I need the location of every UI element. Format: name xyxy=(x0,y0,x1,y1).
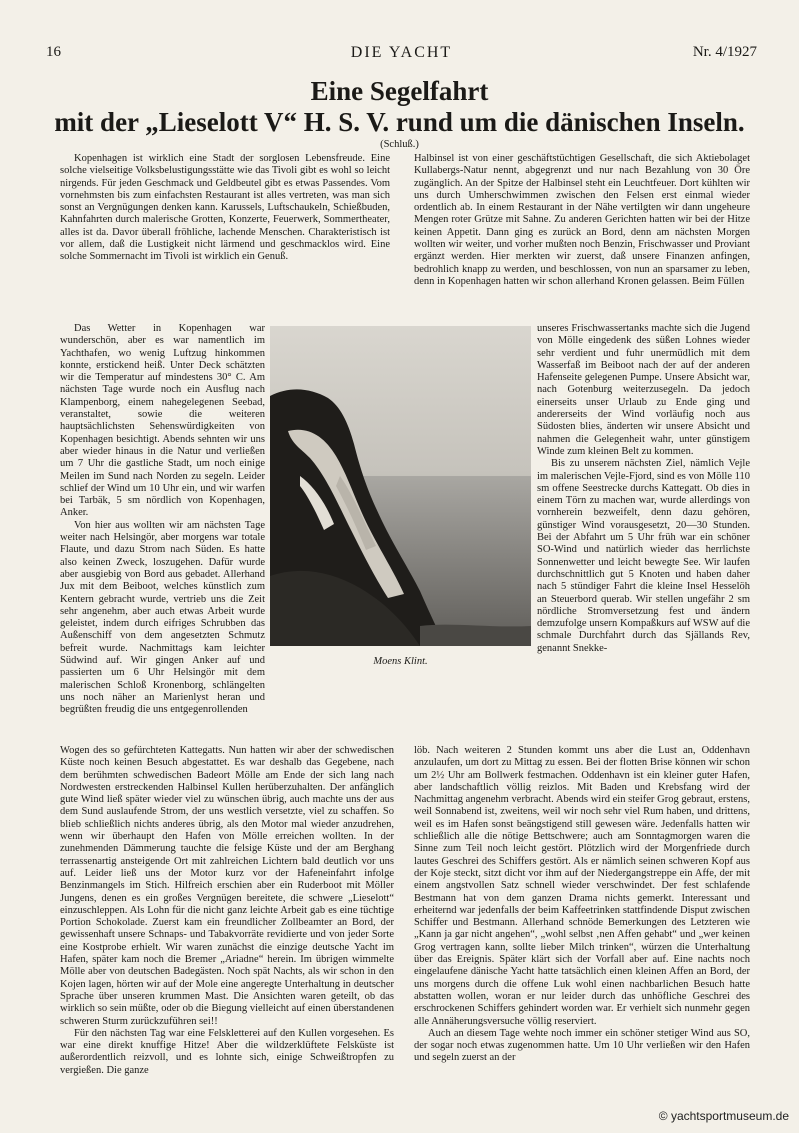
paragraph: Bis zu unserem nächsten Ziel, nämlich Vejle im malerischen Vejle-Fjord, sind es von Mölle 110 sm offene Seestrecke durchs Kattegatt. Ob dies in einem Törn zu machen war, wurde allerdings von vornherein bezweifelt, denn dazu gehören, günstiger Wind vorausgesetzt, 20—30 Stunden. Bei der Abfahrt um 5 Uhr früh war ein schöner SO-Wind und natürlich wieder das herrlichste Sonnenwetter und leicht bewegte See. Wir laufen durchschnittlich gut 5 Knoten und haben daher nach 5 stündiger Fahrt die kleine Insel Hesselöh an Steuerbord querab. Wir stellen ungefähr 2 sm nördliche Stromversetzung fest und ändern demzufolge unsern Kompaßkurs auf WSW auf die schmale Durchfahrt durch das Själlands Rev, genannt Snekke- xyxy=(537,458,750,654)
issue-number: Nr. 4/1927 xyxy=(692,44,757,60)
paragraph: Wogen des so gefürchteten Kattegatts. Nun hatten wir aber der schwedischen Küste noch keinen Besuch abgestattet. Es war deshalb das Gegebene, nach dem berühmten schwedischen Badeort Mölle am Ende der sich lang nach Nordwesten erstreckenden Halbinsel Kullen herüberzuhalten. Der anfänglich gute Wind ließ später wieder viel zu wünschen übrig, auch machte uns der aus dem Sund auslaufende Strom, der uns westlich versetzte, viel zu schaffen. So blieb schließlich nichts anderes übrig, als den Motor mal wieder anzudrehen, wenn wir überhaupt den Hafen von Mölle erreichen wollten. In der zunehmenden Dämmerung tauchte die felsige Küste und der am Berghang terrassenartig ansteigende Ort mit zahlreichen Lichtern bald deutlich vor uns auf. Leider ließ uns der Motor kurz vor der Hafeneinfahrt infolge Benzinmangels im Stich. Hilfreich erschien aber ein Ruderboot mit Möller Jungens, denen es ein großes Vergnügen bereitete, die schwere „Lieselott“ einzuschleppen. Als Lohn für die nicht ganz leichte Arbeit gab es eine tüchtige Portion Schokolade. Zuerst kam ein freundlicher Zollbeamter an Bord, der gewissenhaft unsere Schnaps- und Tabakvorräte revidierte und von jeder Sorte eine Kostprobe erhielt. Wir waren zunächst die einzige deutsche Yacht im Hafen, später kam noch die Bremer „Ariadne“ herein. Im übrigen wimmelte Mölle aber von deutschen Badegästen. Noch spät Nachts, als wir schon in den Kojen lagen, hörten wir auf der Mole eine angeregte Unterhaltung in deutscher Sprache über unseren krummen Mast. Die Ansichten waren geteilt, ob das wirklich so sein müßte, oder ob die Biegung vielleicht auf einen überstandenen schweren Sturm zurückzuführen sei!! xyxy=(60,745,394,1027)
photo-caption: Moens Klint. xyxy=(373,656,428,667)
paragraph: unseres Frischwassertanks machte sich die Jugend von Mölle eingedenk des süßen Lohnes wieder sehr verdient und fuhr unermüdlich mit dem Wasserfaß im Beiboot nach der auf der anderen Hafenseite gelegenen Pumpe. Unsere Absicht war, nach Gotenburg weiterzusegeln. Da jedoch einerseits unser Urlaub zu Ende ging und andererseits der Wind vorläufig noch aus Südosten blies, änderten wir unsere Absicht und nahmen die Gelegenheit wahr, unter günstigem Winde zum kleinen Belt zu kommen. xyxy=(537,323,750,457)
right-column-top xyxy=(414,153,750,323)
paragraph: Das Wetter in Kopenhagen war wunderschön, aber es war namentlich im Yachthafen, wo wenig Luftzug hinkommen konnte, erstickend heiß. Unter Deck schätzten wir die Temperatur auf mindestens 30° C. Am nächsten Tage wurde noch ein Ausflug nach Klampenborg, einem nahegelegenen Seebad, veranstaltet, sowie die weiteren hauptsächlichsten Sehenswürdigkeiten von Kopenhagen besichtigt. Abends sehnten wir uns aber wieder hinaus in die Natur und verließen um 7 Uhr die gastliche Stadt, um noch einige Meilen im Sund nach Norden zu segeln. Leider schlief der Wind um 10 Uhr ein, und wir warfen bei Tarbäk, 5 sm nördlich von Kopenhagen, Anker. xyxy=(60,323,265,519)
cliff-photo xyxy=(270,326,531,646)
left-column-top xyxy=(60,153,390,323)
paragraph: Auch an diesem Tage wehte noch immer ein schöner stetiger Wind aus SO, der sogar noch etwas zugenommen hatte. Um 10 Uhr verließen wir den Hafen und segeln zuerst an der xyxy=(414,1027,750,1064)
watermark: © yachtsportmuseum.de xyxy=(658,1109,789,1123)
lower-left-column xyxy=(60,745,394,1110)
continuation-note: (Schluß.) xyxy=(380,139,419,150)
paragraph: Von hier aus wollten wir am nächsten Tage weiter nach Helsingör, aber morgens war totale Flaute, und dazu Strom nach Süden. Es hatte also keinen Zweck, loszugehen. Dafür wurde aber ausgiebig von Bord aus gebadet. Allerhand Jux mit dem Beiboot, welches künstlich zum Kentern gebracht wurde, vertrieb uns die Zeit sehr angenehm, aber auch etwas Arbeit wurde geleistet, indem durch eifriges Schrubben das Außenschiff von dem angesetzten Schmutz befreit wurde. Nachmittags kam leichter Südwind auf. Wir gingen Anker auf und passierten um 6 Uhr Helsingör mit dem malerischen Schloß Kronenborg, schlängelten uns noch näher an Marienlyst heran und begrüßten freudig die uns entgegenrollenden xyxy=(60,519,265,716)
lower-right-column xyxy=(414,745,750,1110)
paragraph: Halbinsel ist von einer geschäftstüchtigen Gesellschaft, die sich Aktiebolaget Kullabergs-Natur nennt, abgegrenzt und nur nach Bezahlung von 30 Öre zugänglich. An der Spitze der Halbinsel steht ein Leuchtfeuer. Dort kühlten wir uns durch Umherschwimmen zwischen den Felsen erst einmal wieder ordentlich ab. In einem Restaurant in der Nähe vertilgten wir dann ungeheure Mengen roter Grütze mit Sahne. Zu anderen Gerichten hatten wir bei der Hitze keinen Appetit. Dann ging es zurück an Bord, denn am nächsten Morgen wollten wir weiter, und vorher mußten noch Benzin, Frischwasser und Proviant ergänzt werden. Hier merkten wir zuerst, daß unsere Finanzen anfingen, bedrohlich knapp zu werden, und beschlossen, von nun an sparsamer zu leben, denn in Kopenhagen hatten wir schon allerhand Kronen gelassen. Beim Füllen xyxy=(414,153,750,287)
right-column-narrow xyxy=(537,323,750,744)
title-line-1: Eine Segelfahrt xyxy=(310,76,489,106)
article-title xyxy=(30,76,769,138)
title-line-2: mit der „Lieselott V“ H. S. V. rund um die dänischen Inseln. xyxy=(54,107,745,137)
paragraph: löb. Nach weiteren 2 Stunden kommt uns aber die Lust an, Oddenhavn anzulaufen, um dort zu Mittag zu essen. Bei der flotten Brise können wir schon um 2½ Uhr am Bollwerk festmachen. Oddenhavn ist ein kleiner guter Hafen, aber landschaftlich völlig reizlos. Mit Baden und Krebsfang wird der Nachmittag angenehm verbracht. Abends wird ein steifer Grog gebraut, erstens, weil Sonnabend ist, zweitens, weil wir noch sehr viel Rum haben, und drittens, weil es im Hafen sonst beängstigend still gewesen wäre. Jedenfalls hatten wir schließlich alle die nötige Bettschwere; auch am Sonntagmorgen waren die Sinne zum Teil noch leicht gestört. Plötzlich wird der Morgenfriede durch lautes Geschrei des Schiffers gestört. Als er nämlich seinen schweren Kopf aus der Koje steckt, sitzt dicht vor ihm auf der Niedergangstreppe ein Affe, der mit einem angstvollen Satz schnell wieder verschwindet. Der fest schlafende Bestmann hat von dem ganzen Drama nichts gemerkt. Interessant und erheiternd war jedenfalls der beim Kaffeetrinken stattfindende Disput zwischen Schiffer und Bestmann. Allerhand schnöde Bemerkungen des Letzteren wie „Kann ja gar nicht angehen“, „wohl selbst ‚nen Affen gehabt“ und „wer keinen Grog vertragen kann, sollte lieber Milch trinken“, würzen die Unterhaltung über das Ereignis. Später klärt sich der Vorfall aber auf. Eine nachts noch eingelaufene dänische Yacht hatte tatsächlich einen kleinen Affen an Bord, der uns morgens durch die offene Luk wohl einen nachbarlichen Besuch hatte abstatten wollen, woran er nur leider durch das unhöfliche Geschrei des erschrockenen Schiffers gehindert worden war. Er verhielt sich nunmehr gegen alle Annäherungsversuche völlig reserviert. xyxy=(414,745,750,1027)
page-header xyxy=(46,44,757,66)
paragraph: Kopenhagen ist wirklich eine Stadt der sorglosen Lebensfreude. Eine solche vielseitige Volksbelustigungsstätte wie das Tivoli gibt es wohl so leicht nirgends. Für jeden Geschmack und Geldbeutel gibt es etwas Passendes. Vom vornehmsten bis zum einfachsten Restaurant ist alles vertreten, was man sich sonst an Vergnügungen denken kann. Karussels, Luftschaukeln, Schießbuden, Kahnfahrten durch malerische Grotten, Konzerte, Feuerwerk, Sommertheater, alles ist da. Davor überall fröhliche, lachende Menschen. Charakteristisch ist vor allem, daß die Lustigkeit nicht lärmend und geschmacklos wird. Eine solche Sommernacht im Tivoli ist wirklich ein Genuß. xyxy=(60,153,390,263)
left-column-narrow xyxy=(60,323,265,744)
page-number: 16 xyxy=(46,44,61,60)
lower-text-block xyxy=(60,745,750,1110)
paragraph: Für den nächsten Tag war eine Felskletterei auf den Kullen vorgesehen. Es war eine direkt knuffige Hitze! Aber die wildzerklüftete Felsküste ist außerordentlich reizvoll, und es lohnte sich, einige Schweißtropfen zu vergießen. Die ganze xyxy=(60,1027,394,1076)
magazine-title: DIE YACHT xyxy=(350,44,453,61)
